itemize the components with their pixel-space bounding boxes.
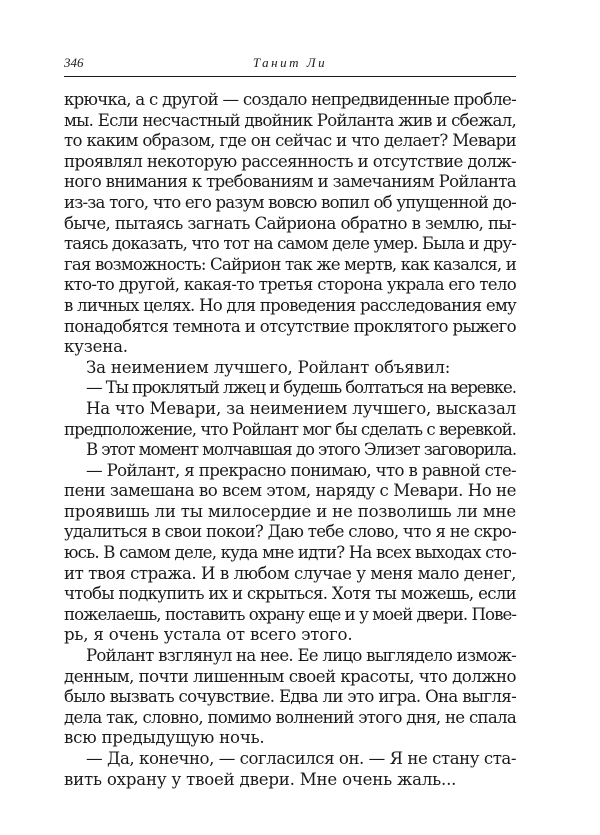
text-line: было вызвать сочувствие. Едва ли это игра. Она выгля- [64,687,516,707]
text-line: всю предыдущую ночь. [64,728,265,748]
text-line: пени замешана во всем этом, наряду с Мевари. Но не [64,481,516,501]
paragraph [64,90,516,358]
text-line: пожелаешь, поставить охрану еще и у моей двери. Пове- [64,604,516,624]
text-line: понадобятся темнота и отсутствие проклятого рыжего [64,316,516,336]
text-line: то каким образом, где он сейчас и что делает? Мевари [64,131,516,151]
text-line: — Да, конечно, — согласился он. — Я не стану ста- [86,749,516,768]
paragraph [64,749,516,790]
header-rule [64,76,516,77]
text-line: предположение, что Ройлант мог бы сделать с веревкой. [64,419,516,439]
text-line: дела так, словно, помимо волнений этого дня, не спала [64,707,516,727]
text-line: За неимением лучшего, Ройлант объявил: [86,357,451,377]
text-line: кузена. [64,337,128,357]
paragraph [64,378,516,399]
text-line: удалиться в свои покои? Даю тебе слово, что я не скро- [64,522,516,542]
text-line: ного внимания к требованиям и замечаниям Ройланта [64,172,516,192]
page-header [64,55,516,77]
text-line: крючка, а с другой — создало непредвиденные пробле- [64,90,516,109]
page-number: 346 [64,55,84,70]
text-line: гая возможность: Сайрион так же мертв, как казался, и [64,254,516,274]
text-line: из-за того, что его разум вовсю вопил об упущенной до- [64,192,516,212]
text-line: кто-то другой, какая-то третья сторона украла его тело [64,275,516,295]
text-line: — Ты проклятый лжец и будешь болтаться на веревке. [86,378,516,398]
paragraph [64,399,516,440]
text-line: рь, я очень устала от всего этого. [64,625,353,645]
text-line: мы. Если несчастный двойник Ройланта жив и сбежал, [64,110,516,130]
text-line: денным, почти лишенным своей красоты, что должно [64,666,516,686]
running-title: Танит Ли [252,55,328,70]
text-line: — Ройлант, я прекрасно понимаю, что в равной сте- [86,460,516,480]
text-line: в личных целях. Но для проведения расследования ему [64,295,516,315]
text-line: На что Мевари, за неимением лучшего, высказал [86,398,516,418]
text-line: проявишь ли ты милосердие и не позволишь ли мне [64,501,516,521]
paragraph [64,646,516,749]
text-line: ит твоя стража. И в любом случае у меня мало денег, [64,563,516,583]
text-line: Ройлант взглянул на нее. Ее лицо выглядело измож- [86,646,517,666]
text-line: проявлял некоторую рассеянность и отсутствие долж- [64,151,516,171]
text-line: вить охрану у твоей двери. Мне очень жаль... [64,769,457,789]
text-line: юсь. В самом деле, куда мне идти? На всех выходах сто- [64,543,516,563]
body-text [64,90,516,790]
text-line: чтобы подкупить их и скрыться. Хотя ты можешь, если [64,584,516,604]
paragraph [64,440,516,461]
text-line: быче, пытаясь загнать Сайриона обратно в землю, пы- [64,213,516,233]
text-line: таясь доказать, что тот на самом деле умер. Была и дру- [64,234,516,254]
text-line: В этот момент молчавшая до этого Элизет заговорила. [86,440,516,460]
paragraph [64,461,516,646]
paragraph [64,358,516,379]
